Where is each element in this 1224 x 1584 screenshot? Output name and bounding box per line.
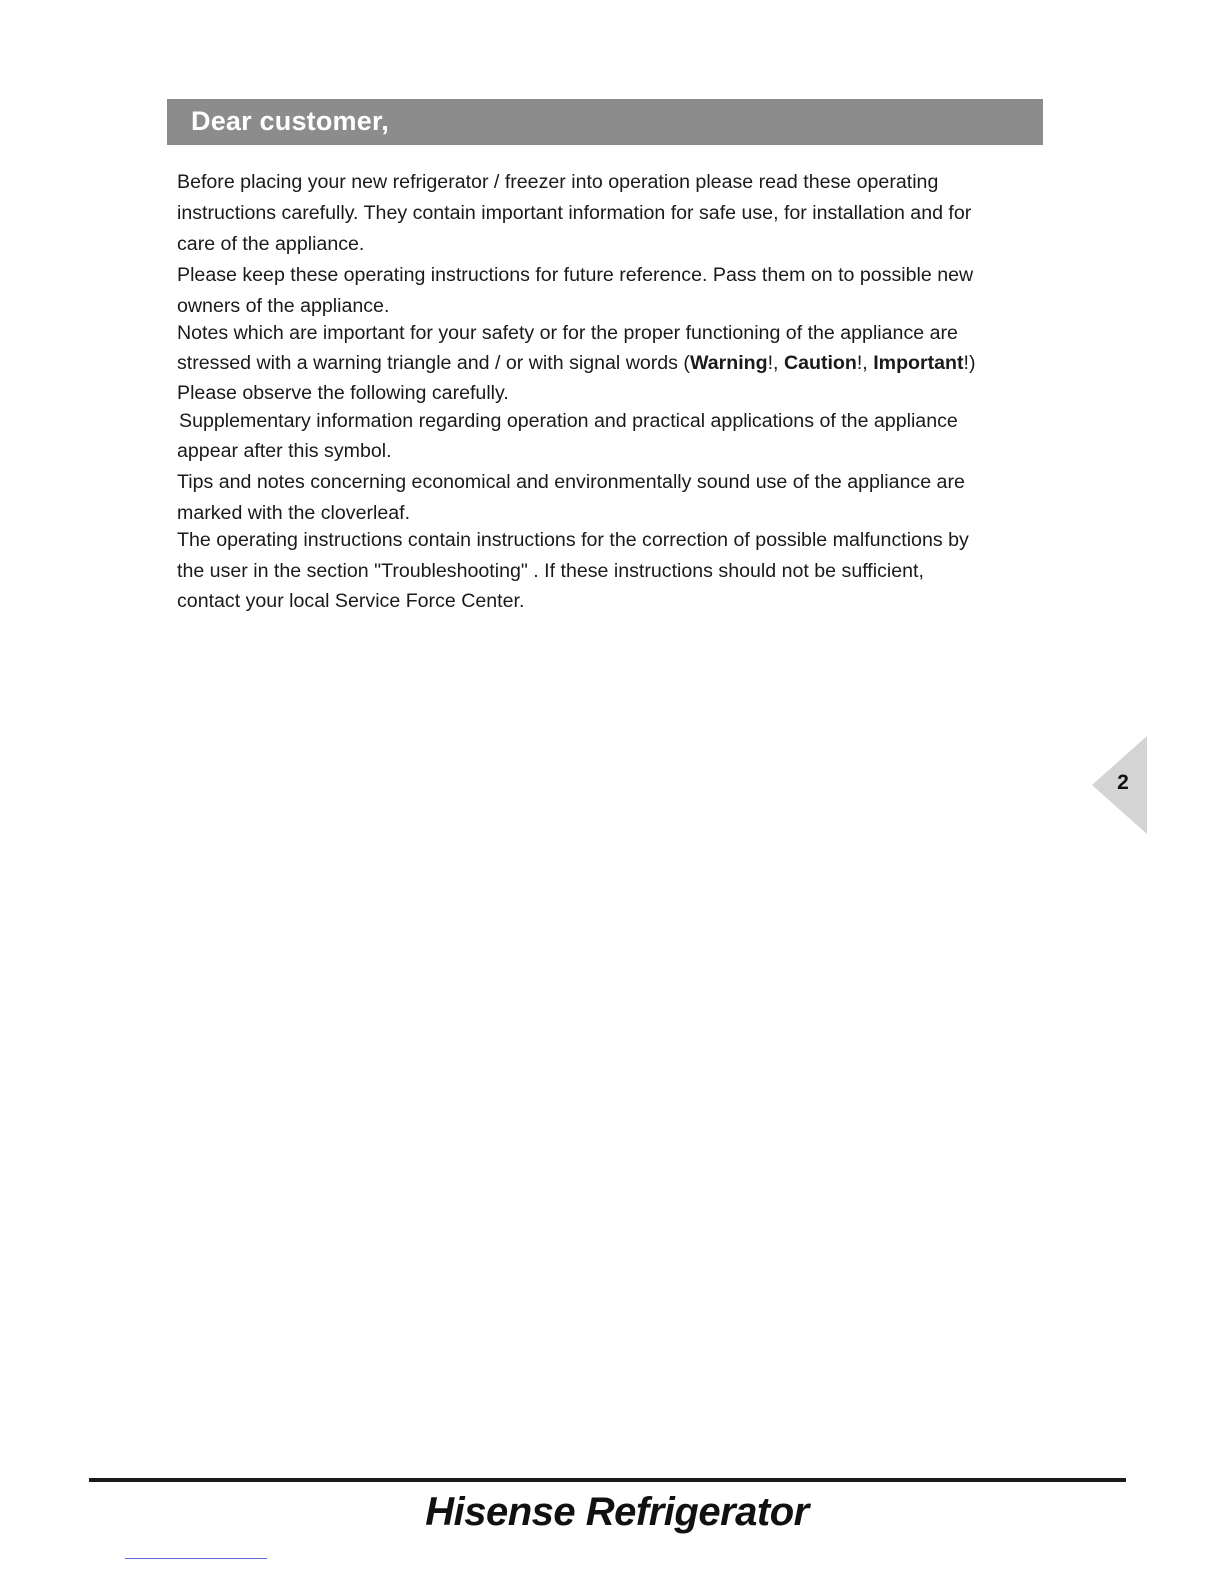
signal-word-caution: Caution: [783, 352, 857, 374]
text-segment: !,: [767, 352, 784, 374]
intro-paragraph-5: [177, 467, 1047, 529]
page-number: 2: [1117, 771, 1129, 794]
text-line: the user in the section "Troubleshooting" . If these instructions should not be sufficient,: [177, 559, 924, 582]
text-segment: !,: [856, 352, 874, 374]
text-line: Please observe the following carefully.: [177, 382, 509, 404]
text-line: Tips and notes concerning economical and environmentally sound use of the appliance are: [177, 471, 965, 493]
section-title: Dear customer,: [191, 106, 389, 136]
footer-link-underline: [125, 1558, 267, 1559]
signal-word-warning: Warning: [689, 352, 768, 374]
text-line: marked with the cloverleaf.: [177, 502, 411, 524]
text-line-signal-words: [177, 348, 1047, 378]
section-header-bar: [167, 99, 1043, 145]
intro-paragraph-2: [177, 260, 1047, 322]
text-line: care of the appliance.: [177, 233, 365, 255]
text-line: Notes which are important for your safety or for the proper functioning of the appliance are: [177, 322, 958, 344]
text-line: Before placing your new refrigerator / freezer into operation please read these operating: [177, 171, 939, 193]
text-line: contact your local Service Force Center.: [177, 590, 525, 612]
intro-paragraph-4: [177, 406, 1047, 466]
footer-brand-title: Hisense Refrigerator: [425, 1490, 809, 1534]
text-line: instructions carefully. They contain important information for safe use, for installation and for: [177, 202, 972, 224]
text-segment: !): [963, 352, 976, 374]
intro-paragraph-1: [177, 167, 1047, 260]
intro-paragraph-3: [177, 318, 1047, 408]
intro-paragraph-6: [177, 525, 1047, 617]
text-line: Please keep these operating instructions for future reference. Pass them on to possible new: [177, 264, 974, 286]
text-line: The operating instructions contain instructions for the correction of possible malfunctions by: [177, 529, 969, 551]
footer-divider: [89, 1478, 1126, 1482]
text-line: Supplementary information regarding operation and practical applications of the appliance: [179, 410, 958, 432]
text-line: owners of the appliance.: [177, 295, 390, 317]
text-segment: stressed with a warning triangle and / or with signal words (: [177, 352, 690, 374]
page-number-tab: [1092, 736, 1148, 834]
signal-word-important: Important: [873, 352, 964, 374]
text-line: appear after this symbol.: [177, 440, 392, 462]
